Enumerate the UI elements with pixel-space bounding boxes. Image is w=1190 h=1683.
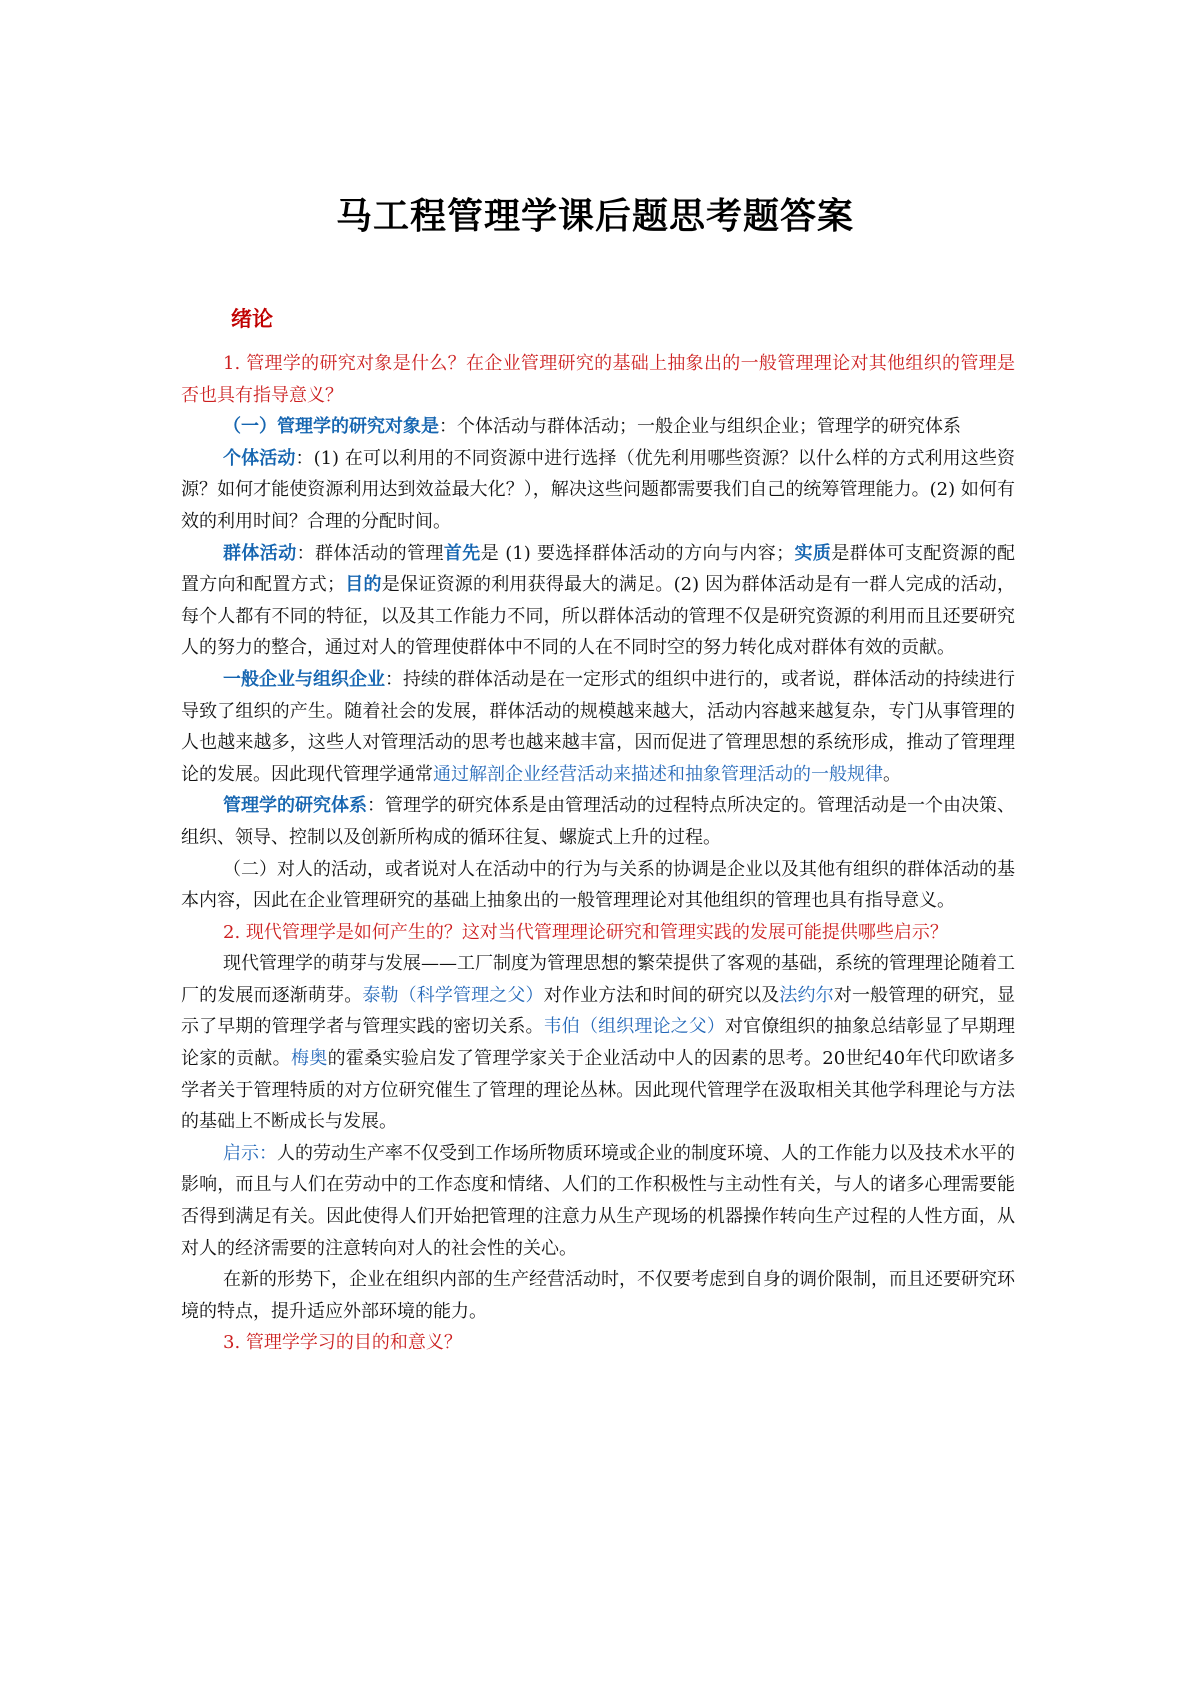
paragraph-text: ：管理学的研究体系是由管理活动的过程特点所决定的。管理活动是一个由决策、组织、领导、控制以及创新所构成的循环往复、螺旋式上升的过程。 [181,795,1015,848]
paragraph-group-activity [181,538,1015,664]
paragraph-research-system [181,790,1015,853]
keyword-label: 一般企业与组织企业 [223,668,385,690]
paragraph-text: 的霍桑实验启发了管理学家关于企业活动中人的因素的思考。20世纪40年代印欧诸多学者关于管理特质的对方位研究催生了管理的理论丛林。因此现代管理学在汲取相关其他学科理论与方法的基础上不断成长与发展。 [181,1048,1016,1133]
name-weber: 韦伯（组织理论之父） [543,1016,726,1038]
paragraph-text: 对作业方法和时间的研究以及 [543,984,780,1006]
paragraph-enterprise-organization [181,664,1015,790]
paragraph-text: 对官僚组织的抽象总结彰显了早期理论家的贡献。 [181,1016,1016,1070]
question-3: 3. 管理学学习的目的和意义？ [223,1332,462,1354]
question-2: 2. 现代管理学是如何产生的？这对当代管理理论研究和管理实践的发展可能提供哪些启示？ [223,921,948,943]
question-1: 1. 管理学的研究对象是什么？在企业管理研究的基础上抽象出的一般管理理论对其他组织的管理是否也具有指导意义？ [181,353,1015,406]
keyword-purpose: 目的 [344,574,382,596]
inspiration-label: 启示： [223,1142,277,1164]
paragraph-text: 现代管理学的萌芽与发展——工厂制度为管理思想的繁荣提供了客观的基础，系统的管理理论随着工厂的发展而逐渐萌芽。 [181,953,1015,1006]
highlighted-text: 通过解剖企业经营活动来描述和抽象管理活动的一般规律 [433,763,883,785]
paragraph-text: ：个体活动与群体活动；一般企业与组织企业；管理学的研究体系 [439,416,961,438]
paragraph-text: 对一般管理的研究，显示了早期的管理学者与管理实践的密切关系。 [181,984,1016,1038]
paragraph-text: ：持续的群体活动是在一定形式的组织中进行的，或者说，群体活动的持续进行导致了组织的产生。随着社会的发展，群体活动的规模越来越大，活动内容越来越复杂，专门从事管理的人也越来越多，这些人对管理活动的思考也越来越丰富，因而促进了管理思想的系统形成，推动了管理理论的发展。因此现代管理学通常 [181,668,1015,785]
page-title: 马工程管理学课后题思考题答案 [335,196,854,237]
keyword-essence: 实质 [794,542,832,564]
keyword-label: （一）管理学的研究对象是 [223,416,439,438]
paragraph-text: 人的劳动生产率不仅受到工作场所物质环境或企业的制度环境、人的工作能力以及技术水平的影响，而且与人们在劳动中的工作态度和情绪、人们的工作积极性与主动性有关，与人的诸多心理需要能否得到满足有关。因此使得人们开始把管理的注意力从生产现场的机器操作转向生产过程的人性方面，从对人的经济需要的注意转向对人的社会性的关心。 [181,1142,1015,1259]
paragraph-guidance: （二）对人的活动，或者说对人在活动中的行为与关系的协调是企业以及其他有组织的群体活动的基本内容，因此在企业管理研究的基础上抽象出的一般管理理论对其他组织的管理也具有指导意义。 [181,858,1015,912]
keyword-first: 首先 [443,542,481,564]
paragraph-origin [181,948,1015,1138]
paragraph-text: ：(1) 在可以利用的不同资源中进行选择（优先利用哪些资源？以什么样的方式利用这些资源？如何才能使资源利用达到效益最大化？），解决这些问题都需要我们自己的统筹管理能力。(2) 如何有效的利用时间？合理的分配时间。 [181,447,1016,532]
keyword-label: 个体活动 [223,447,296,469]
paragraph-text: 是 (1) 要选择群体活动的方向与内容； [480,542,795,564]
keyword-label: 群体活动 [223,542,297,564]
name-mayo: 梅奥 [290,1048,328,1070]
paragraph-text: 是群体可支配资源的配置方向和配置方式； [181,542,1015,596]
paragraph-text: ：群体活动的管理 [296,542,444,564]
paragraph-inspiration [181,1138,1015,1264]
paragraph-research-object [181,411,1015,443]
paragraph-new-situation: 在新的形势下，企业在组织内部的生产经营活动时，不仅要考虑到自身的调价限制，而且还要研究环境的特点，提升适应外部环境的能力。 [181,1269,1015,1322]
keyword-label: 管理学的研究体系 [223,795,367,817]
paragraph-text: 。 [883,763,901,785]
paragraph-individual-activity [181,443,1015,538]
document-body [181,348,1015,1359]
name-fayol: 法约尔 [779,984,834,1006]
name-taylor: 泰勒（科学管理之父） [362,984,544,1006]
section-heading: 绪论 [231,306,273,331]
paragraph-text: 是保证资源的利用获得最大的满足。(2) 因为群体活动是有一群人完成的活动，每个人都有不同的特征，以及其工作能力不同，所以群体活动的管理不仅是研究资源的利用而且还要研究人的努力的整合，通过对人的管理使群体中不同的人在不同时空的努力转化成对群体有效的贡献。 [181,574,1016,659]
